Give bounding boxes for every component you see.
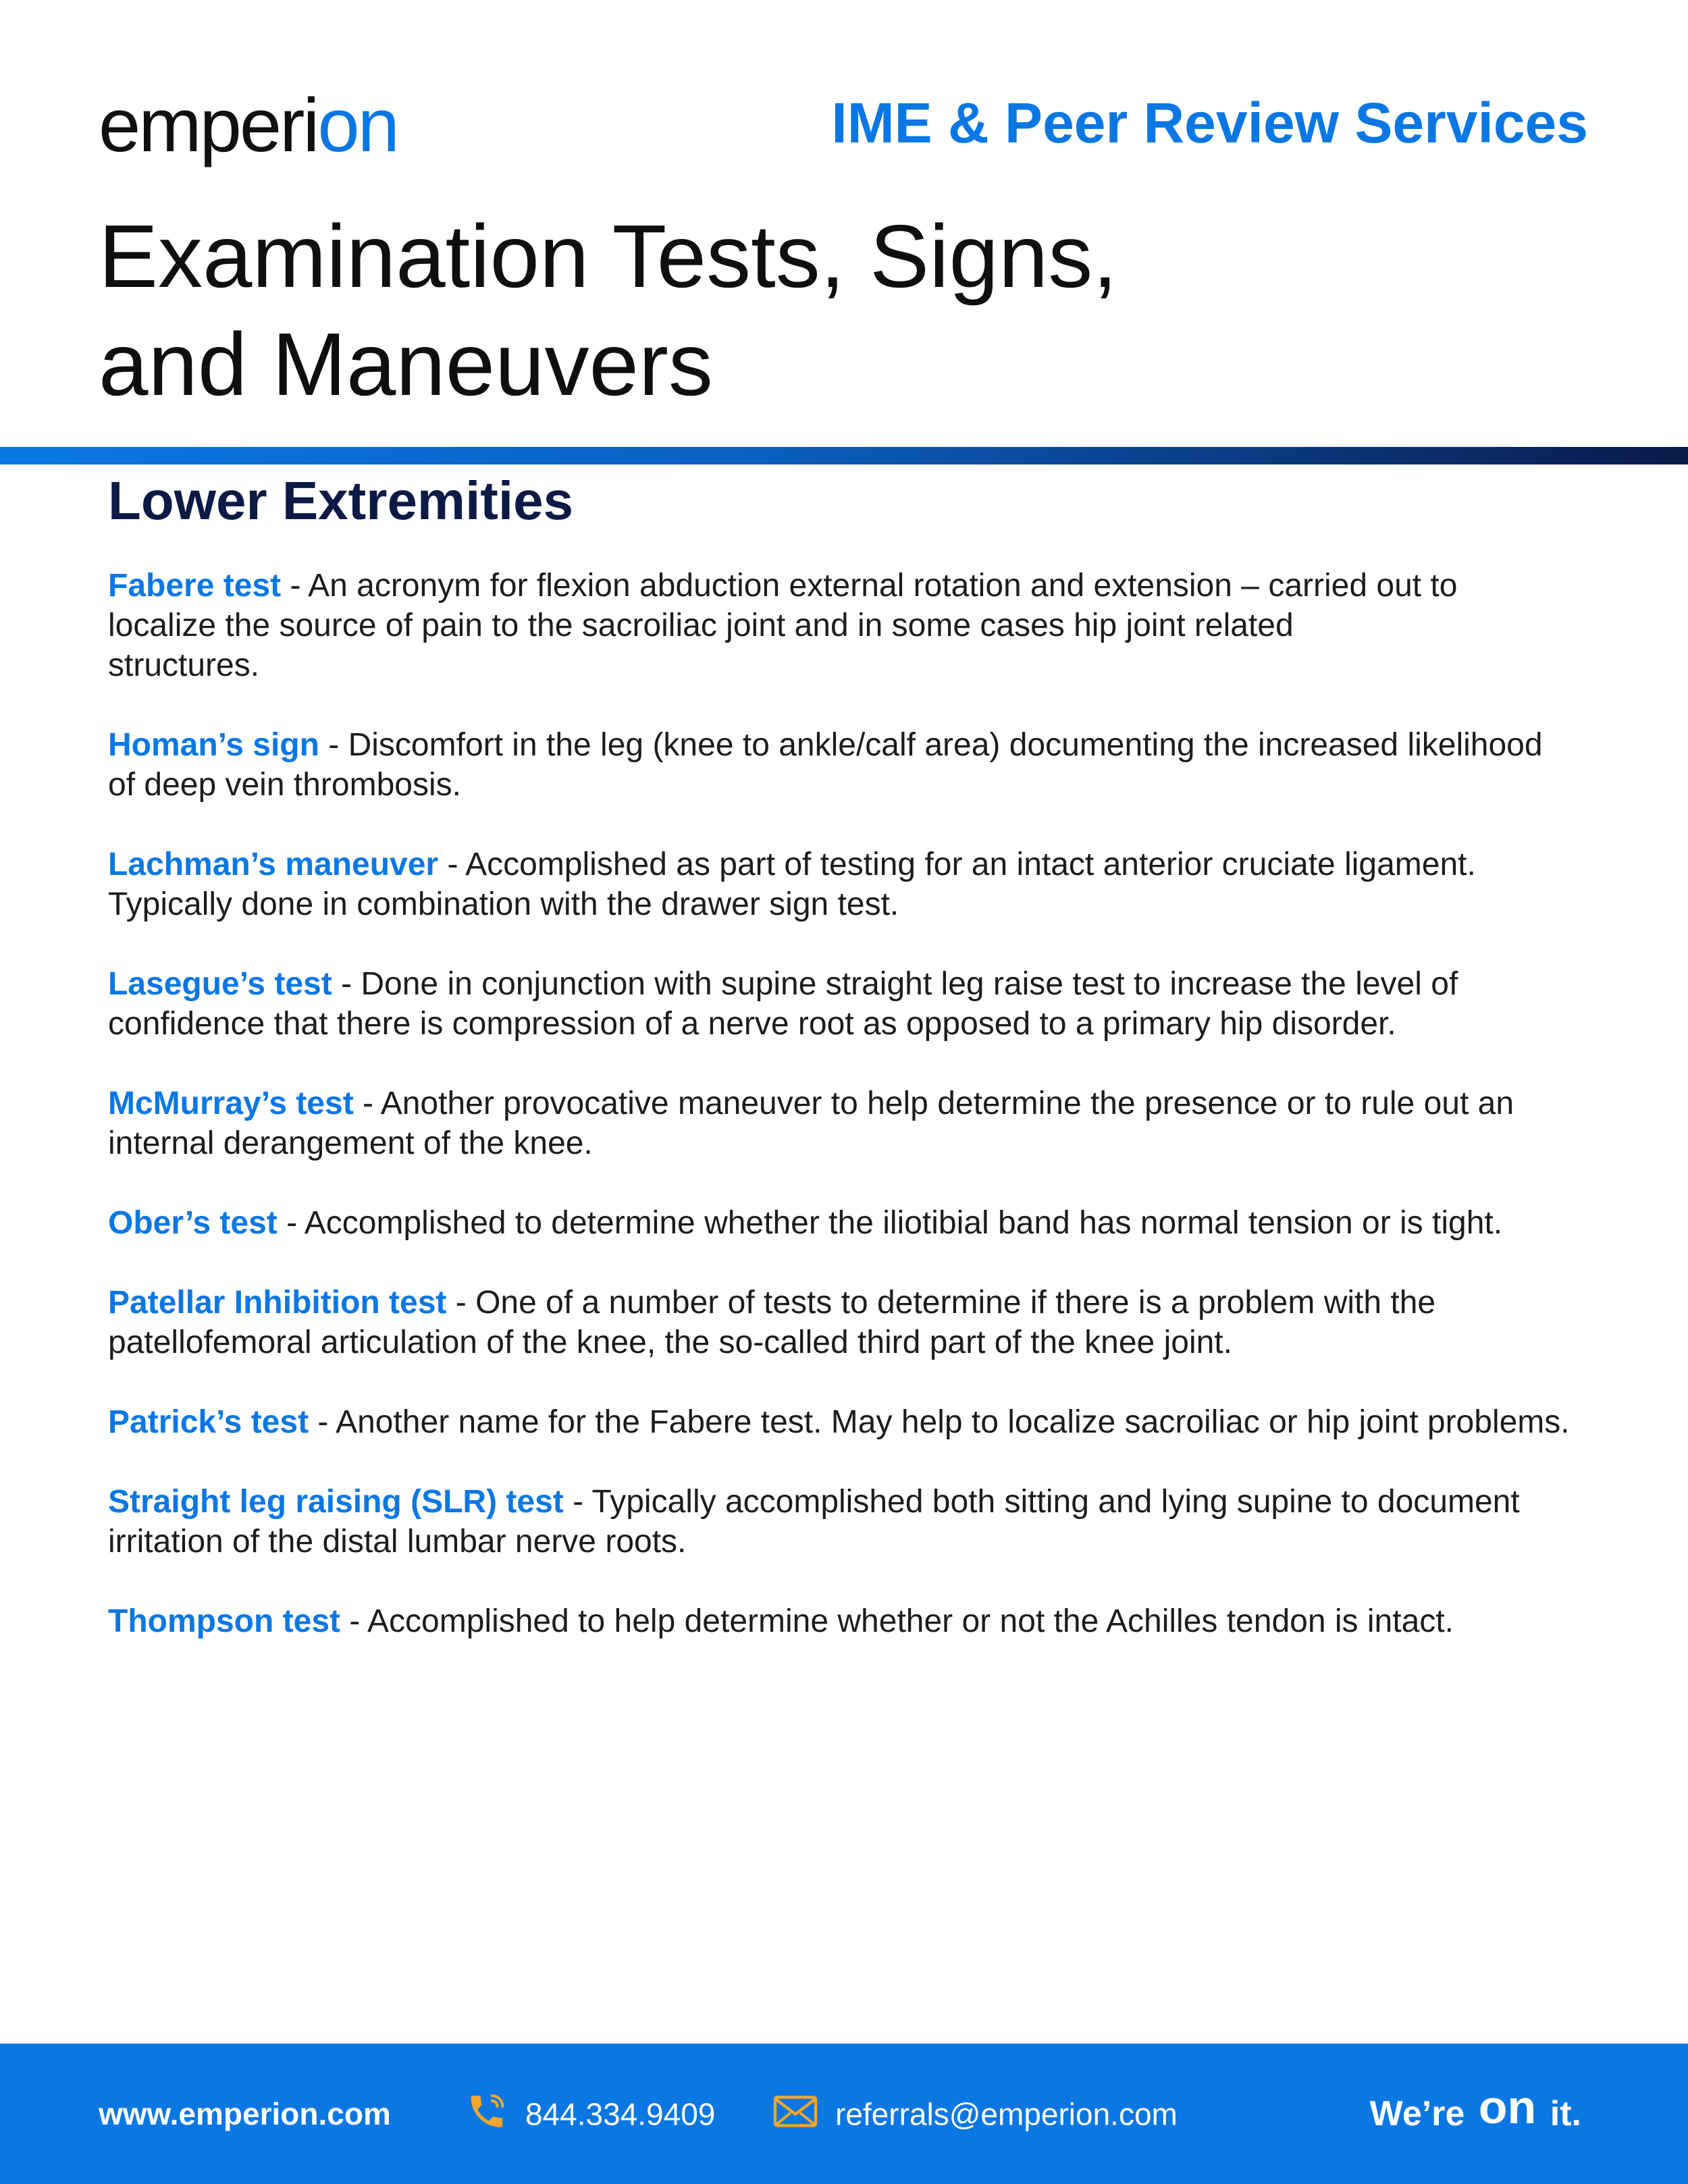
entry-term: Lasegue’s test [108, 966, 332, 1002]
entry-desc-line: - Another name for the Fabere test. May help to localize sacroiliac or hip joint problems. [317, 1404, 1570, 1440]
entry-desc-line: of deep vein thrombosis. [108, 767, 461, 803]
entry-lachmans-maneuver [108, 845, 1641, 924]
entry-term: Thompson test [108, 1603, 340, 1639]
entry-desc-line: - One of a number of tests to determine if there is a problem with the [455, 1285, 1436, 1321]
entry-lasegues-test [108, 964, 1641, 1044]
entry-patricks-test [108, 1402, 1641, 1442]
entry-term: Straight leg raising (SLR) test [108, 1484, 564, 1520]
entry-term: Homan’s sign [108, 727, 319, 763]
footer-website-link[interactable]: www.emperion.com [99, 2096, 391, 2131]
entry-desc-line: - Accomplished to help determine whether or not the Achilles tendon is intact. [349, 1603, 1454, 1639]
document-title-line-1: Examination Tests, Signs, [99, 207, 1117, 306]
emperion-logo: emperion [99, 83, 398, 167]
entry-term: Patellar Inhibition test [108, 1285, 447, 1321]
tagline-on-mark: on [1478, 2081, 1537, 2133]
footer-bar [0, 2044, 1688, 2184]
entry-term: McMurray’s test [108, 1086, 354, 1121]
entry-mcmurrays-test [108, 1084, 1641, 1163]
entry-thompson-test [108, 1601, 1641, 1641]
entry-term: Fabere test [108, 568, 282, 604]
entry-term: Patrick’s test [108, 1404, 309, 1440]
footer-email-address: referrals@emperion.com [835, 2096, 1178, 2131]
footer-email[interactable] [773, 2096, 1178, 2133]
entry-patellar-inhibition-test [108, 1283, 1641, 1362]
footer-phone-number: 844.334.9409 [525, 2096, 716, 2131]
document-title [99, 203, 1117, 419]
entry-desc-line: - Accomplished as part of testing for an intact anterior cruciate ligament. [447, 847, 1476, 882]
entry-straight-leg-raising-test [108, 1482, 1641, 1562]
entry-term: Lachman’s maneuver [108, 847, 439, 882]
entry-desc-line: patellofemoral articulation of the knee, the so-called third part of the knee joint. [108, 1325, 1232, 1360]
entry-desc-line: - Discomfort in the leg (knee to ankle/calf area) documenting the increased likelihood [328, 727, 1543, 763]
entry-desc-line: - An acronym for flexion abduction external rotation and extension – carried out to [290, 568, 1458, 604]
envelope-icon [773, 2096, 818, 2133]
phone-icon [466, 2091, 508, 2137]
entry-desc-line: confidence that there is compression of a nerve root as opposed to a primary hip disorder. [108, 1006, 1396, 1042]
tagline-post: it. [1550, 2094, 1581, 2133]
entry-desc-line: localize the source of pain to the sacroiliac joint and in some cases hip joint related [108, 608, 1294, 643]
entry-homans-sign [108, 725, 1641, 805]
document-title-line-2: and Maneuvers [99, 315, 713, 414]
entry-desc-line: irritation of the distal lumbar nerve roots. [108, 1524, 687, 1560]
entry-desc-line: - Done in conjunction with supine straight leg raise test to increase the level of [341, 966, 1458, 1002]
section-heading: Lower Extremities [108, 471, 574, 531]
tagline-pre: We’re [1369, 2094, 1465, 2133]
entry-fabere-test [108, 566, 1641, 685]
footer-phone[interactable] [466, 2091, 715, 2137]
entry-desc-line: - Typically accomplished both sitting and lying supine to document [573, 1484, 1520, 1520]
footer-tagline [1369, 2081, 1581, 2137]
entry-list [108, 566, 1641, 1681]
entry-desc-line: - Accomplished to determine whether the iliotibial band has normal tension or is tight. [286, 1205, 1503, 1241]
entry-desc-line: structures. [108, 647, 260, 683]
entry-desc-line: internal derangement of the knee. [108, 1125, 593, 1161]
header-service-title: IME & Peer Review Services [831, 91, 1588, 155]
header-divider [0, 447, 1688, 464]
entry-desc-line: - Another provocative maneuver to help determine the presence or to rule out an [363, 1086, 1514, 1121]
entry-desc-line: Typically done in combination with the drawer sign test. [108, 886, 899, 922]
entry-obers-test [108, 1203, 1641, 1243]
entry-term: Ober’s test [108, 1205, 278, 1241]
